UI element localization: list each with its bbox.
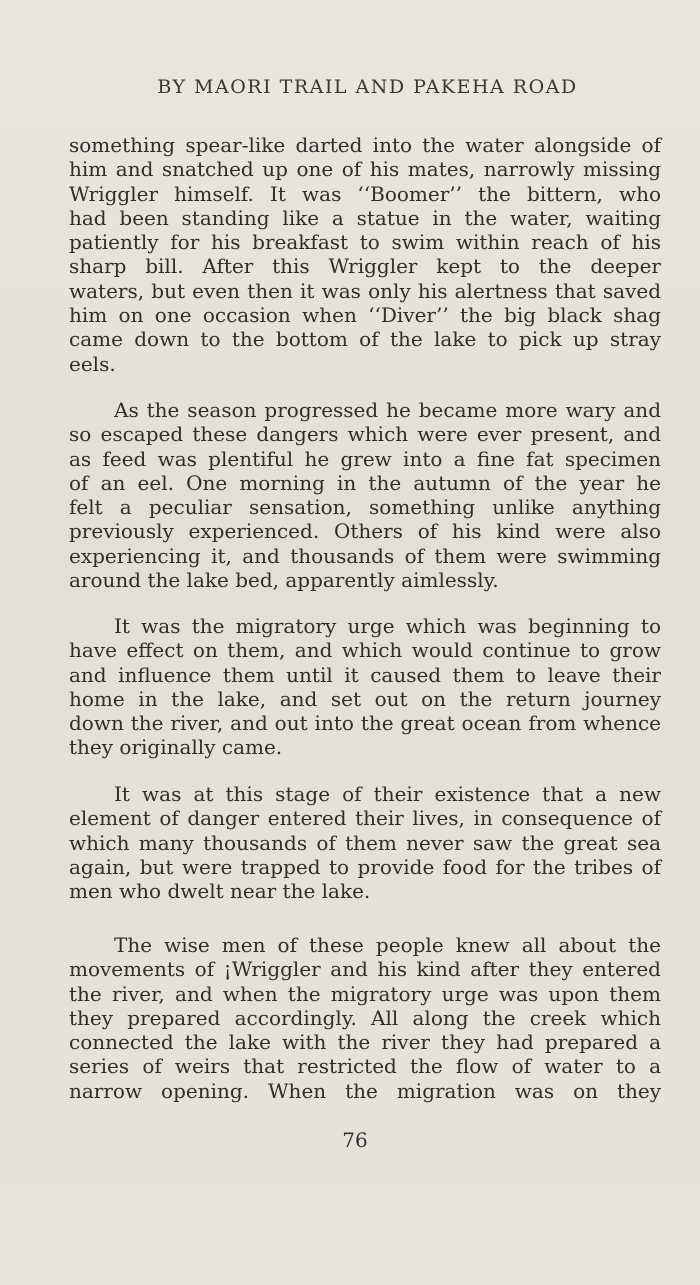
text-line: of an eel. One morning in the autumn of the year he [69, 470, 661, 495]
text-line: Wriggler himself. It was ‘‘Boomer’’ the bittern, who [69, 181, 661, 206]
text-line: experiencing it, and thousands of them were swimming [69, 543, 661, 568]
text-line: they prepared accordingly. All along the creek which [69, 1005, 661, 1030]
text-line: movements of ¡Wriggler and his kind after they entered [69, 957, 661, 982]
page-number: 76 [342, 1128, 368, 1152]
text-line: narrow opening. When the migration was on they [69, 1078, 661, 1103]
text-line: so escaped these dangers which were ever present, and [69, 422, 661, 447]
paragraph-4 [69, 782, 661, 903]
text-line: It was the migratory urge which was beginning to [114, 614, 661, 638]
text-line: again, but were trapped to provide food for the tribes of [69, 854, 661, 879]
text-line: which many thousands of them never saw the great sea [69, 830, 661, 855]
text-line: connected the lake with the river they had prepared a [69, 1030, 661, 1055]
text-line: previously experienced. Others of his kind were also [69, 519, 661, 544]
text-line: the river, and when the migratory urge was upon them [69, 981, 661, 1006]
text-line: patiently for his breakfast to swim within reach of his [69, 230, 661, 255]
text-line: sharp bill. After this Wriggler kept to the deeper [69, 254, 661, 279]
text-line: series of weirs that restricted the flow of water to a [69, 1054, 661, 1079]
text-line: eels. [69, 351, 116, 376]
running-head: BY MAORI TRAIL AND PAKEHA ROAD [157, 76, 578, 98]
text-line: The wise men of these people knew all about the [114, 933, 661, 957]
text-line: element of danger entered their lives, in consequence of [69, 806, 661, 831]
text-line: As the season progressed he became more wary and [114, 398, 661, 422]
text-line: and influence them until it caused them to leave their [69, 662, 661, 687]
text-line: home in the lake, and set out on the return journey [69, 686, 661, 711]
text-line: felt a peculiar sensation, something unlike anything [69, 495, 661, 520]
text-line: waters, but even then it was only his alertness that saved [69, 278, 661, 303]
paragraph-5 [69, 933, 661, 1103]
text-line: they originally came. [69, 735, 283, 760]
text-line: as feed was plentiful he grew into a fine fat specimen [69, 446, 661, 471]
text-line: had been standing like a statue in the water, waiting [69, 205, 661, 230]
text-line: around the lake bed, apparently aimlessly. [69, 568, 499, 593]
paragraph-2 [69, 398, 661, 592]
text-line: It was at this stage of their existence that a new [114, 782, 661, 806]
text-line: him on one occasion when ‘‘Diver’’ the big black shag [69, 303, 661, 328]
text-line: men who dwelt near the lake. [69, 879, 371, 904]
text-line: have effect on them, and which would continue to grow [69, 638, 661, 663]
text-line: came down to the bottom of the lake to pick up stray [69, 327, 661, 352]
text-line: down the river, and out into the great ocean from whence [69, 711, 661, 736]
text-line: him and snatched up one of his mates, narrowly missing [69, 157, 661, 182]
text-line: something spear-like darted into the water alongside of [69, 133, 661, 157]
paragraph-3 [69, 614, 661, 760]
paragraph-1 [69, 133, 661, 376]
